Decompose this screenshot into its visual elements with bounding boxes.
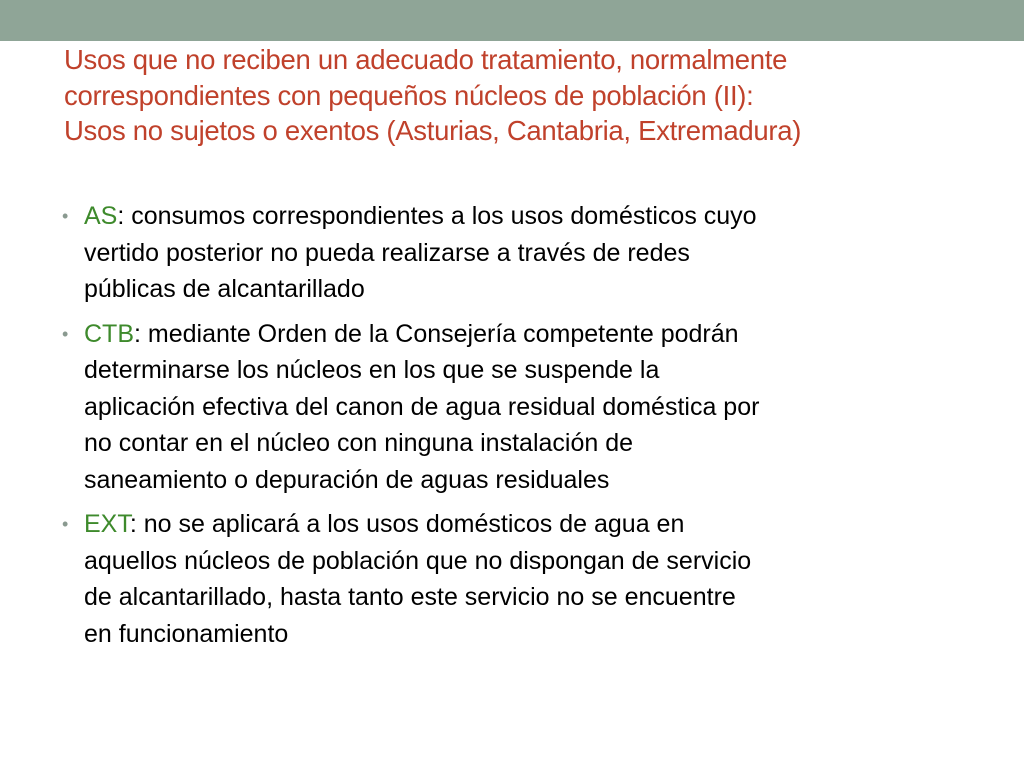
region-abbr-ext: EXT — [84, 510, 130, 538]
bullet-dot-icon: • — [62, 514, 69, 534]
bullet-line: aquellos núcleos de población que no dispongan de servicio — [84, 546, 752, 575]
bullet-line — [84, 316, 962, 353]
bullet-line: de alcantarillado, hasta tanto este servicio no se encuentre — [84, 583, 736, 611]
title-line-3: Usos no sujetos o exentos (Asturias, Cantabria, Extremadura) — [64, 115, 802, 146]
title-line-1: Usos que no reciben un adecuado tratamiento, normalmente — [64, 44, 788, 75]
bullet-text: : consumos correspondientes a los usos domésticos cuyo — [117, 202, 757, 230]
bullet-line: públicas de alcantarillado — [84, 275, 365, 303]
bullet-line: vertido posterior no pueda realizarse a través de redes — [84, 238, 690, 267]
region-abbr-as: AS — [84, 202, 118, 230]
bullet-item-asturias — [62, 198, 962, 308]
bullet-line: determinarse los núcleos en los que se suspende la — [84, 356, 660, 384]
title-line-2: correspondientes con pequeños núcleos de población (II): — [64, 79, 754, 111]
bullet-text: : no se aplicará a los usos domésticos de agua en — [129, 510, 685, 538]
bullet-line: saneamiento o depuración de aguas residuales — [84, 465, 610, 494]
bullet-list — [62, 198, 962, 660]
top-accent-bar — [0, 0, 1024, 41]
region-abbr-ctb: CTB — [84, 319, 134, 348]
bullet-line: en funcionamiento — [84, 619, 289, 648]
bullet-line: aplicación efectiva del canon de agua residual doméstica por — [84, 392, 760, 421]
bullet-text: : mediante Orden de la Consejería competente podrán — [134, 319, 739, 348]
bullet-dot-icon: • — [62, 206, 69, 226]
bullet-line: no contar en el núcleo con ninguna instalación de — [84, 429, 634, 457]
bullet-line — [84, 506, 962, 543]
bullet-line — [84, 198, 962, 235]
slide-title — [64, 42, 964, 149]
bullet-item-extremadura — [62, 506, 962, 652]
bullet-dot-icon: • — [62, 323, 69, 344]
bullet-item-cantabria — [62, 316, 962, 499]
